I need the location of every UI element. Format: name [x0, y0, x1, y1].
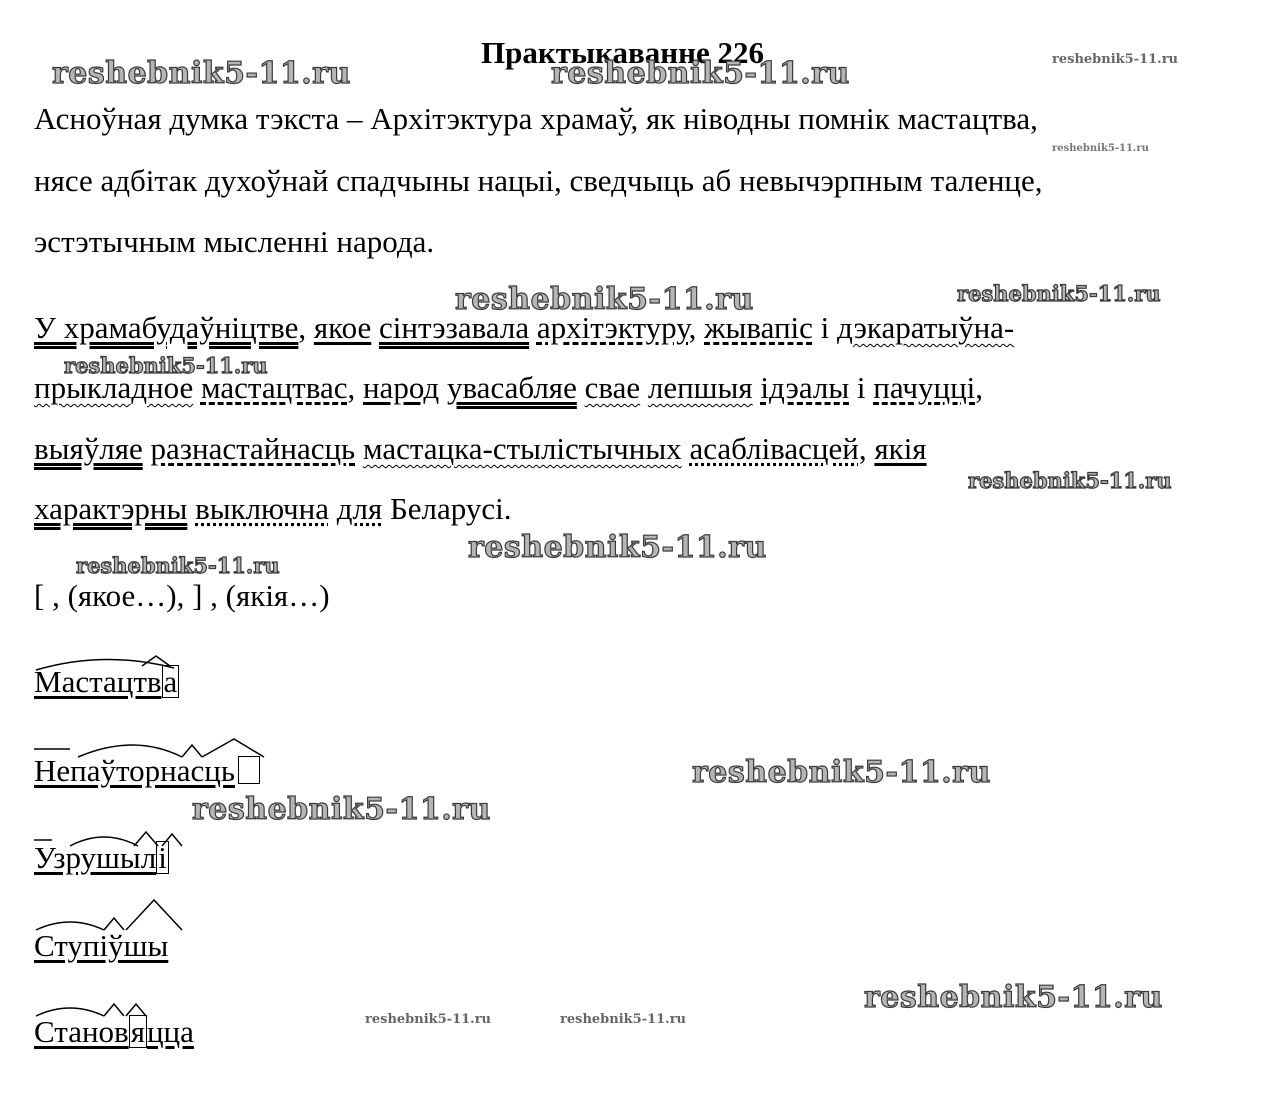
watermark: reshebnik5-11.ru: [864, 980, 1163, 1015]
word-stem: Узрушыл: [34, 840, 157, 875]
watermark: reshebnik5-11.ru: [192, 792, 491, 827]
watermark: reshebnik5-11.ru: [76, 553, 280, 578]
predicate-word: характэрны: [34, 491, 188, 526]
watermark: reshebnik5-11.ru: [468, 530, 767, 565]
watermark: reshebnik5-11.ru: [692, 755, 991, 790]
adverbial-word: выключна: [195, 491, 329, 526]
zero-ending-box: [238, 756, 260, 784]
subject-word: У храмабудаўніцтве: [34, 310, 299, 345]
watermark: reshebnik5-11.ru: [957, 281, 1161, 306]
word-stem: Ступіўшы: [34, 928, 169, 963]
page-title: Практыкаванне 226: [480, 34, 764, 70]
subject-word: якія: [874, 431, 927, 466]
attribute-word: свае: [584, 370, 641, 405]
watermark: reshebnik5-11.ru: [365, 1012, 492, 1027]
watermark: reshebnik5-11.ru: [968, 468, 1172, 493]
watermark: reshebnik5-11.ru: [1052, 143, 1149, 154]
attribute-word: дэкаратыўна-: [837, 310, 1015, 345]
word-stem: Мастацтв: [34, 664, 162, 699]
watermark: reshebnik5-11.ru: [1052, 52, 1179, 67]
analysis-line: У храмабудаўніцтве, якое сінтэзавала архітэктуру, жывапіс і дэкаратыўна-: [34, 310, 1015, 345]
morpheme-word: [34, 996, 294, 1056]
morpheme-word: [34, 896, 254, 966]
attribute-word: лепшыя: [647, 370, 753, 405]
main-idea-line: Асноўная думка тэкста – Архітэктура храмаў, як ніводны помнік мастацтва,: [34, 101, 1038, 136]
analysis-line: прыкладное мастацтвас, народ увасабляе свае лепшыя ідэалы і пачуцці,: [34, 370, 984, 405]
object-word: ідэалы: [760, 370, 850, 405]
object-word: пачуцці: [873, 370, 976, 405]
object-word: архітэктуру: [536, 310, 689, 345]
morpheme-word: [34, 737, 334, 797]
morpheme-word: [34, 826, 234, 886]
object-word: мастацтвас: [200, 370, 348, 405]
object-word: асаблівасцей: [689, 431, 859, 466]
sentence-scheme: [ , (якое…), ] , (якія…): [34, 578, 330, 613]
word-stem: Непаўторнасць: [34, 753, 235, 788]
attribute-word: мастацка-стылістычных: [362, 431, 682, 466]
predicate-word: увасабляе: [446, 370, 577, 405]
analysis-line: выяўляе разнастайнасць мастацка-стылістычных асаблівасцей, якія: [34, 431, 927, 466]
watermark: reshebnik5-11.ru: [64, 353, 268, 378]
word-ending: а: [163, 664, 178, 699]
analysis-line: характэрны выключна для Беларусі.: [34, 491, 512, 526]
word-ending: і: [158, 840, 167, 875]
main-idea-line: нясе адбітак духоўнай спадчыны нацыі, сведчыць аб невычэрпным таленце,: [34, 163, 1043, 198]
word-stem: Станов: [34, 1014, 129, 1049]
watermark: reshebnik5-11.ru: [52, 56, 351, 91]
watermark: reshebnik5-11.ru: [551, 56, 850, 91]
object-word: жывапіс: [704, 310, 813, 345]
watermark: reshebnik5-11.ru: [560, 1012, 687, 1027]
subject-word: якое: [313, 310, 372, 345]
morpheme-word: [34, 652, 294, 712]
object-word: разнастайнасць: [150, 431, 356, 466]
predicate-word: сінтэзавала: [379, 310, 530, 345]
subject-word: народ: [362, 370, 440, 405]
adverbial-word: для: [336, 491, 383, 526]
word-ending: я: [130, 1014, 145, 1049]
main-idea-line: эстэтычным мысленні народа.: [34, 224, 435, 259]
word-postfix: цца: [146, 1014, 194, 1049]
attribute-word: прыкладное: [34, 370, 194, 405]
watermark: reshebnik5-11.ru: [455, 282, 754, 317]
predicate-word: выяўляе: [34, 431, 143, 466]
